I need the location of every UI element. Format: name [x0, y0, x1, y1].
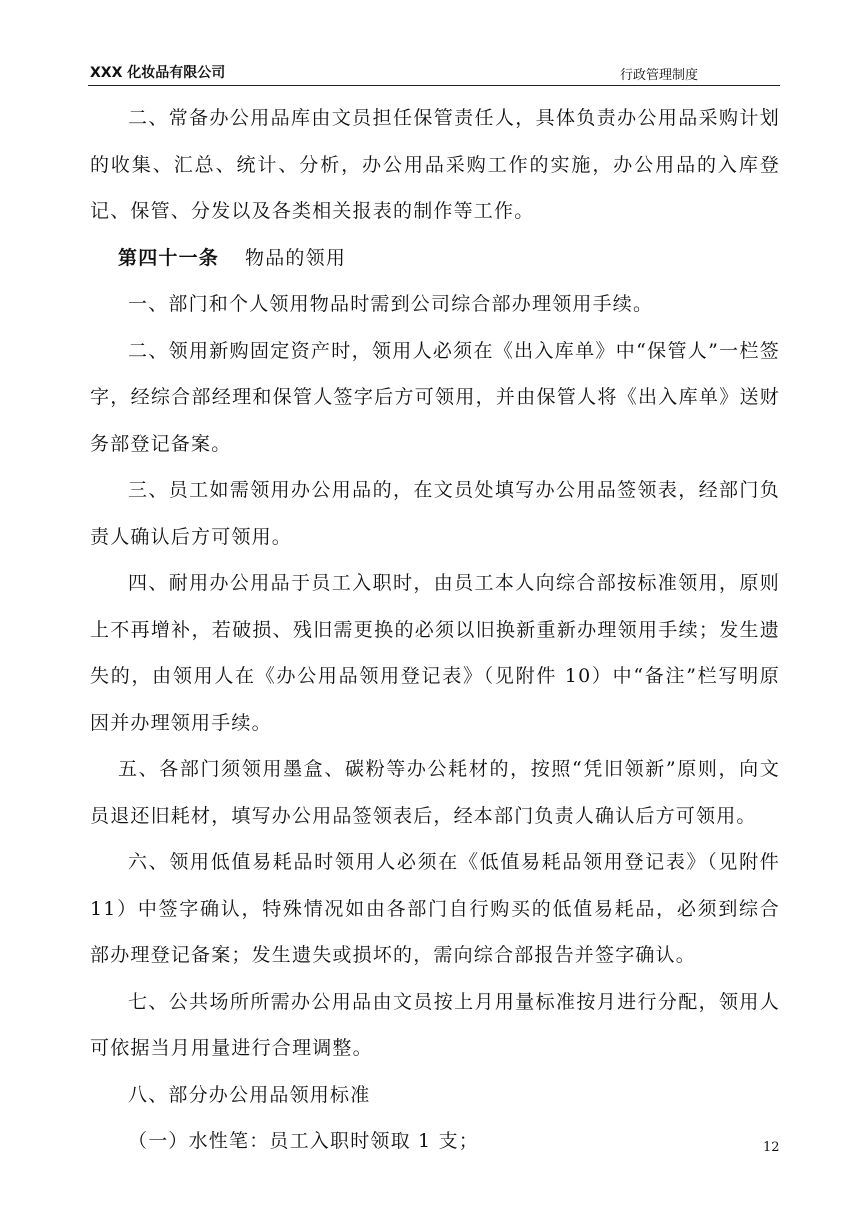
header-divider: [88, 85, 780, 86]
paragraph-item-5: 五、各部门须领用墨盒、碳粉等办公耗材的，按照“凭旧领新”原则，向文员退还旧耗材，填写办公用品签领表后，经本部门负责人确认后方可领用。: [90, 758, 780, 827]
page-number: 12: [763, 1140, 780, 1155]
section-title: 行政管理制度: [620, 68, 699, 83]
document-body: [90, 95, 788, 1165]
article-number: 第四十一条: [118, 246, 220, 269]
company-name: XXX 化妆品有限公司: [90, 65, 226, 81]
paragraph-custody: 二、常备办公用品库由文员担任保管责任人，具体负责办公用品采购计划的收集、汇总、统计、分析，办公用品采购工作的实施，办公用品的入库登记、保管、分发以及各类相关报表的制作等工作。: [90, 107, 780, 222]
paragraph-item-6: 六、领用低值易耗品时领用人必须在《低值易耗品领用登记表》（见附件 11）中签字确认，特殊情况如由各部门自行购买的低值易耗品，必须到综合部办理登记备案；发生遗失或损坏的，需向综合部报告并签字确认。: [90, 851, 788, 966]
article-heading: [90, 235, 780, 282]
paragraph-item-2: 二、领用新购固定资产时，领用人必须在《出入库单》中“保管人”一栏签字，经综合部经理和保管人签字后方可领用，并由保管人将《出入库单》送财务部登记备案。: [90, 339, 780, 455]
paragraph-item-3: 三、员工如需领用办公用品的，在文员处填写办公用品签领表，经部门负责人确认后方可领用。: [90, 479, 780, 548]
page-header: [90, 60, 778, 84]
paragraph-subitem-1: （一）水性笔：员工入职时领取 1 支；: [128, 1130, 479, 1152]
paragraph-item-7: 七、公共场所所需办公用品由文员按上月用量标准按月进行分配，领用人可依据当月用量进行合理调整。: [90, 990, 780, 1059]
paragraph-item-1: 一、部门和个人领用物品时需到公司综合部办理领用手续。: [128, 293, 654, 315]
paragraph-item-8: 八、部分办公用品领用标准: [128, 1083, 371, 1106]
paragraph-item-4: 四、耐用办公用品于员工入职时，由员工本人向综合部按标准领用，原则上不再增补，若破损、残旧需更换的必须以旧换新重新办理领用手续；发生遗失的，由领用人在《办公用品领用登记表》（见附件 10）中“备注”栏写明原因并办理领用手续。: [90, 572, 780, 734]
article-title: 物品的领用: [245, 246, 347, 269]
